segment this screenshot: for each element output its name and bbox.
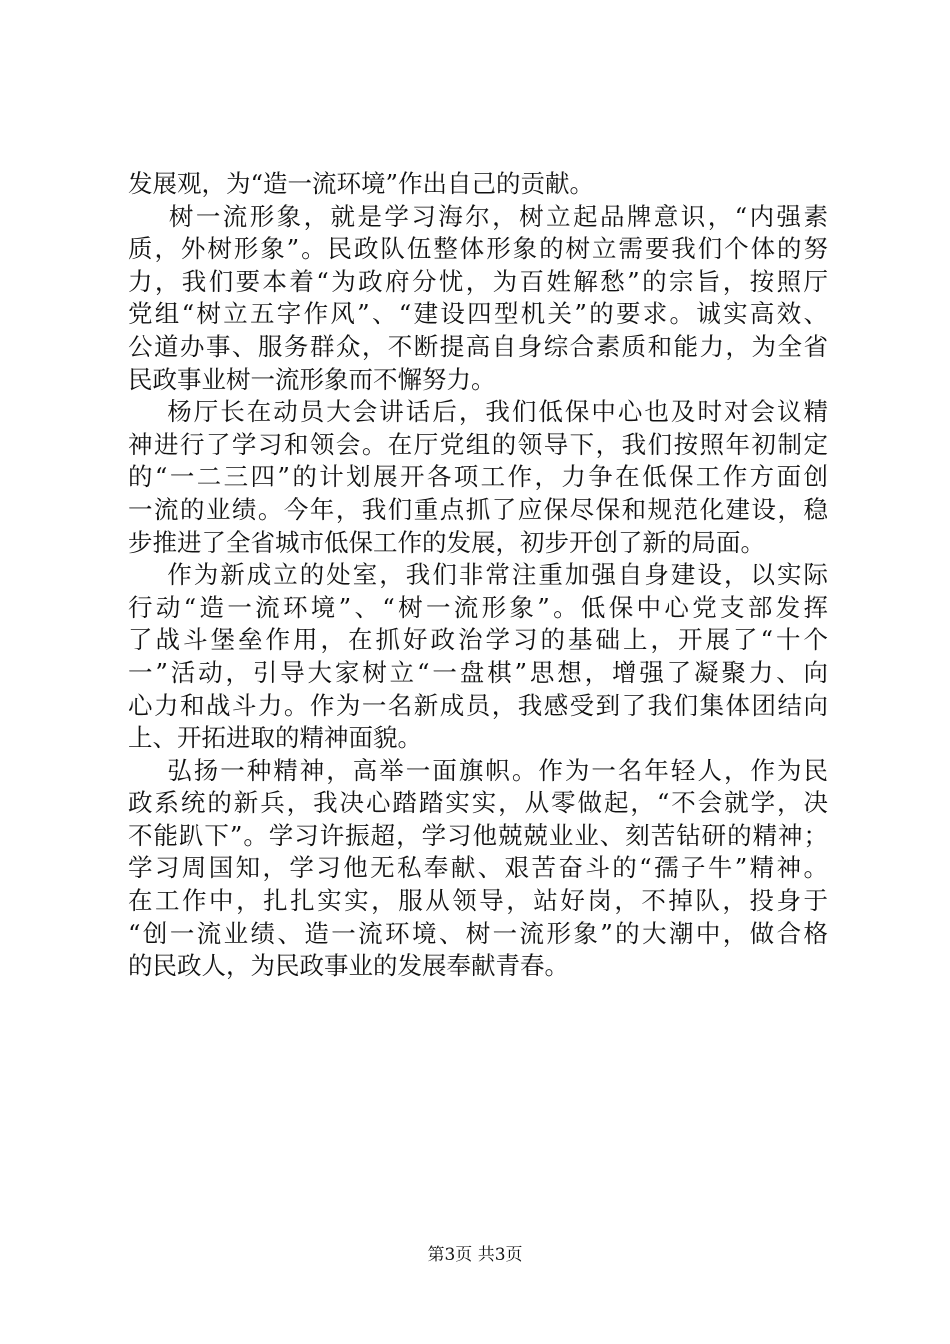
text-line: 神进行了学习和领会。在厅党组的领导下，我们按照年初制定 — [128, 429, 828, 459]
text-line: “创一流业绩、造一流环境、树一流形象”的大潮中，做合格 — [128, 918, 828, 948]
text-line: 了战斗堡垒作用，在抓好政治学习的基础上，开展了“十个 — [128, 625, 828, 655]
text-line: 的民政人，为民政事业的发展奉献青春。 — [128, 951, 569, 981]
text-line: 弘扬一种精神，高举一面旗帜。作为一名年轻人，作为民 — [128, 755, 828, 785]
text-line: 的“一二三四”的计划展开各项工作，力争在低保工作方面创 — [128, 462, 828, 492]
text-line: 作为新成立的处室，我们非常注重加强自身建设，以实际 — [128, 560, 828, 590]
text-line: 一流的业绩。今年，我们重点抓了应保尽保和规范化建设，稳 — [128, 494, 828, 524]
text-line: 不能趴下”。学习许振超，学习他兢兢业业、刻苦钻研的精神； — [128, 820, 828, 850]
text-line: 在工作中，扎扎实实，服从领导，站好岗，不掉队，投身于 — [128, 886, 828, 916]
text-line: 政系统的新兵，我决心踏踏实实，从零做起，“不会就学，决 — [128, 788, 828, 818]
text-line: 上、开拓进取的精神面貌。 — [128, 723, 422, 753]
text-line: 一”活动，引导大家树立“一盘棋”思想，增强了凝聚力、向 — [128, 657, 828, 687]
text-line: 质，外树形象”。民政队伍整体形象的树立需要我们个体的努 — [128, 234, 828, 264]
text-line: 发展观，为“造一流环境”作出自己的贡献。 — [128, 169, 595, 198]
text-line: 杨厅长在动员大会讲话后，我们低保中心也及时对会议精 — [128, 397, 828, 427]
text-line: 党组“树立五字作风”、“建设四型机关”的要求。诚实高效、 — [128, 299, 828, 329]
document-body — [128, 168, 828, 983]
page-footer: 第3页 共3页 — [427, 1245, 523, 1265]
text-line: 力，我们要本着“为政府分忧，为百姓解愁”的宗旨，按照厅 — [128, 266, 828, 296]
text-line: 民政事业树一流形象而不懈努力。 — [128, 364, 496, 394]
text-line: 公道办事、服务群众，不断提高自身综合素质和能力，为全省 — [128, 331, 828, 361]
text-line: 树一流形象，就是学习海尔，树立起品牌意识，“内强素 — [128, 201, 828, 231]
text-line: 步推进了全省城市低保工作的发展，初步开创了新的局面。 — [128, 527, 765, 557]
text-line: 行动“造一流环境”、“树一流形象”。低保中心党支部发挥 — [128, 592, 828, 622]
text-line: 学习周国知，学习他无私奉献、艰苦奋斗的“孺子牛”精神。 — [128, 853, 828, 883]
text-line: 心力和战斗力。作为一名新成员，我感受到了我们集体团结向 — [128, 690, 828, 720]
